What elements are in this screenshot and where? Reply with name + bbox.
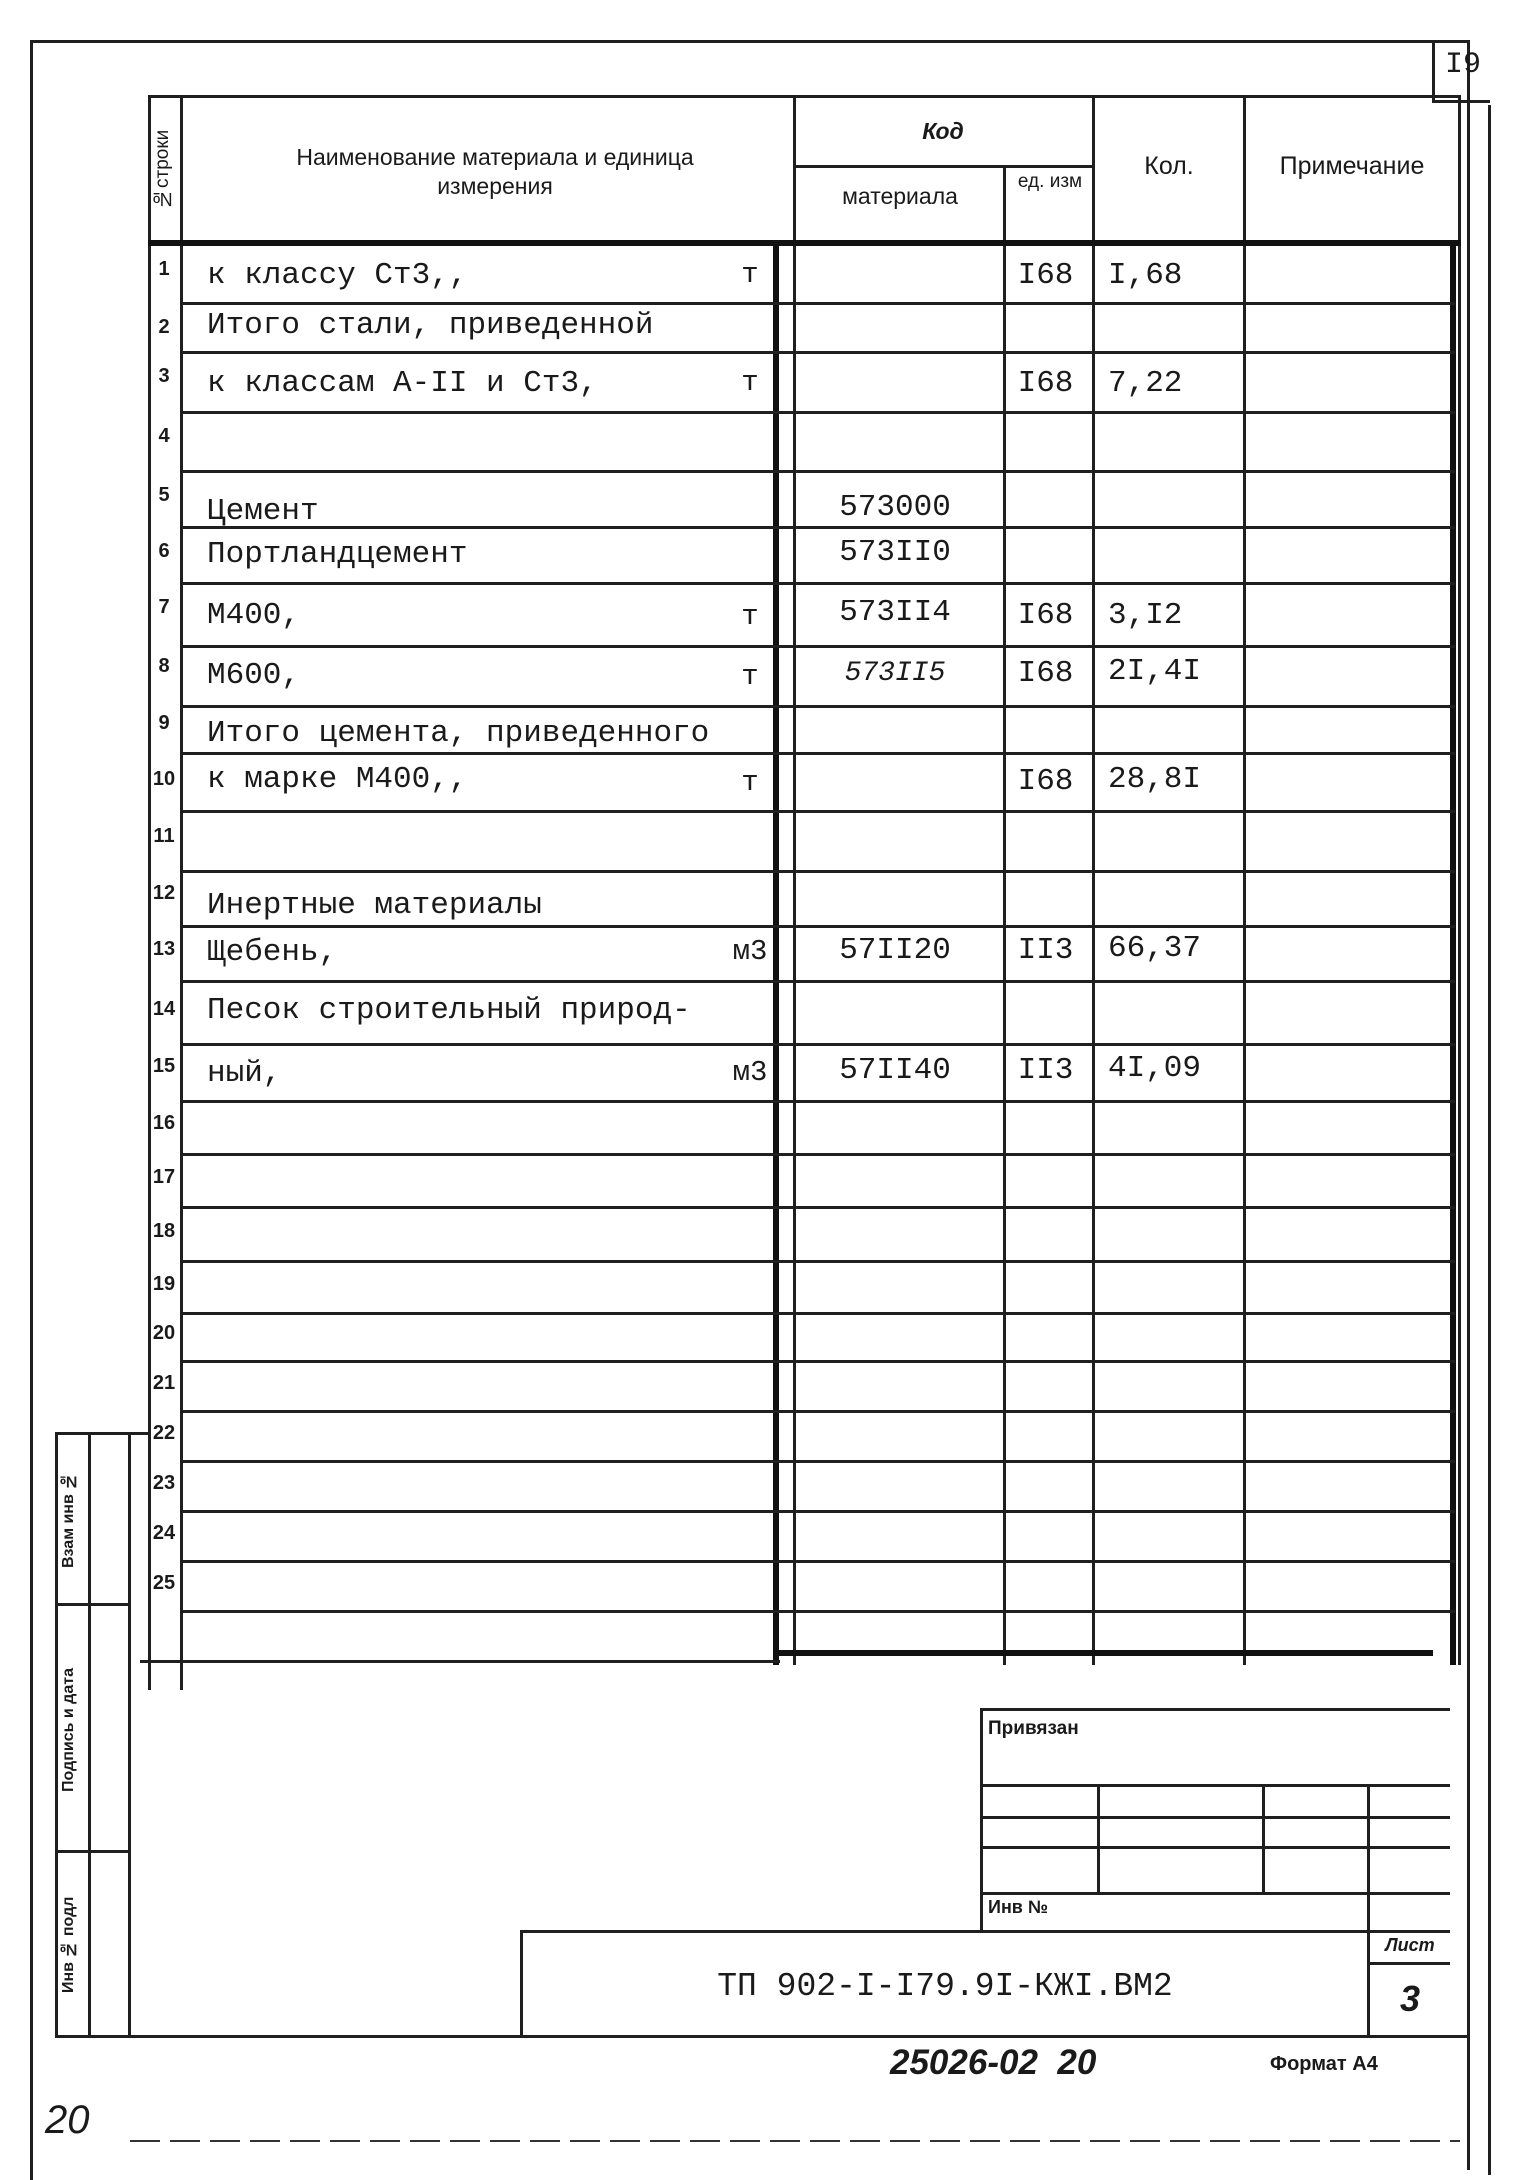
material-unit: м3 — [732, 935, 768, 968]
bottom-dashed-line — [130, 2140, 1460, 2142]
stamp-strip-inner — [128, 1432, 131, 2037]
stamp-vzam-inv: Взам инв № — [60, 1472, 77, 1568]
table-line-rownum — [180, 95, 183, 1690]
row-number: 16 — [152, 1112, 176, 1134]
title-grid-row — [980, 1816, 1450, 1819]
quantity: 28,8I — [1108, 762, 1202, 797]
title-grid-col — [1262, 1784, 1265, 1894]
row-sep — [180, 351, 1455, 354]
quantity: I,68 — [1108, 258, 1183, 293]
header-unit-code: ед. изм — [1017, 171, 1083, 192]
data-border-right — [1450, 245, 1456, 1665]
unit-code: I68 — [1017, 258, 1074, 293]
row-sep — [180, 1206, 1455, 1209]
stamp-strip-right — [88, 1432, 91, 2037]
row-sep — [180, 925, 1455, 928]
row-sep — [180, 1100, 1455, 1103]
row-number: 17 — [152, 1166, 176, 1188]
material-code: 573II4 — [839, 595, 951, 630]
unit-code: I68 — [1017, 598, 1074, 633]
title-grid-row — [980, 1892, 1450, 1895]
row-number: 22 — [152, 1422, 176, 1444]
frame-top-border — [30, 40, 1470, 43]
row-number: 13 — [152, 938, 176, 960]
header-code-split — [793, 165, 1093, 168]
row-sep — [180, 1460, 1455, 1463]
row-sep — [180, 1560, 1455, 1563]
material-name: Щебень, — [207, 935, 338, 970]
table-line-qty — [1243, 95, 1246, 1665]
sheet-box-sep — [1367, 1962, 1450, 1965]
row-number: 9 — [158, 712, 170, 734]
material-name: к классу Ст3,, — [207, 258, 468, 293]
frame-right-inner — [1467, 40, 1470, 2170]
row-sep — [180, 411, 1455, 414]
quantity: 66,37 — [1108, 931, 1202, 966]
sheet-value: 3 — [1399, 1978, 1421, 2019]
header-qty: Кол. — [1144, 152, 1194, 180]
header-bottom-line — [148, 240, 1461, 246]
header-material-code: материала — [842, 183, 958, 209]
row-number: 6 — [158, 540, 170, 562]
row-number: 20 — [152, 1322, 176, 1344]
frame-left-border — [30, 40, 33, 2180]
material-code: 57II40 — [839, 1053, 951, 1088]
document-designation: ТП 902-I-I79.9I-КЖI.ВМ2 — [717, 1968, 1173, 2005]
table-line-unitcode — [1092, 95, 1095, 1665]
quantity: 7,22 — [1108, 366, 1183, 401]
row-sep — [180, 870, 1455, 873]
material-name: Итого цемента, приведенного — [207, 716, 710, 751]
data-bottom-line — [773, 1650, 1433, 1656]
material-unit: м3 — [732, 1056, 768, 1089]
row-number: 24 — [152, 1522, 176, 1544]
table-line-note — [1458, 95, 1461, 1665]
material-name: Цемент — [207, 494, 319, 529]
page-number-box-left — [1432, 40, 1435, 102]
inv-no-label: Инв № — [988, 1897, 1048, 1917]
row-sep — [180, 1610, 1455, 1613]
unit-code: I68 — [1017, 366, 1074, 401]
material-code: 57II20 — [839, 933, 951, 968]
row-sep — [180, 1510, 1455, 1513]
material-name: Песок строительный природ- — [207, 993, 691, 1028]
title-grid-row — [980, 1846, 1450, 1849]
unit-code: I68 — [1017, 764, 1074, 799]
header-row-number — [150, 100, 180, 238]
designation-box-top — [520, 1930, 1450, 1933]
row-number: 4 — [158, 425, 170, 447]
frame-right-border — [1488, 105, 1491, 2175]
row-number: 7 — [158, 596, 170, 618]
material-name: М400, — [207, 598, 301, 633]
table-line-name — [793, 95, 796, 1665]
row-number: 15 — [152, 1055, 176, 1077]
stamp-podpis-data: Подпись и дата — [60, 1668, 77, 1792]
row-number: 11 — [153, 825, 175, 847]
row-sep — [180, 1153, 1455, 1156]
row-number: 12 — [152, 882, 176, 904]
row-number: 3 — [158, 365, 170, 387]
stamp-strip-left — [55, 1432, 58, 2037]
material-code: 573II5 — [844, 658, 946, 689]
row-number: 19 — [152, 1273, 176, 1295]
quantity: 2I,4I — [1108, 654, 1202, 689]
unit-code: I68 — [1017, 656, 1074, 691]
material-name: к марке М400,, — [207, 762, 468, 797]
row-sep — [180, 1312, 1455, 1315]
row-number: 10 — [152, 768, 176, 790]
row-sep — [180, 582, 1455, 585]
bottom-left-note: 20 — [45, 2098, 90, 2142]
quantity: 4I,09 — [1108, 1051, 1202, 1086]
row-sep — [180, 1043, 1455, 1046]
row-number: 23 — [152, 1472, 176, 1494]
stamp-strip-top — [55, 1432, 148, 1435]
row-sep — [180, 1260, 1455, 1263]
unit-code: II3 — [1017, 933, 1074, 968]
header-row-number-label: №строки — [152, 129, 173, 209]
row-number: 8 — [158, 655, 170, 677]
row-number: 25 — [152, 1572, 176, 1594]
material-name: Портландцемент — [207, 537, 468, 572]
material-name: Итого стали, приведенной — [207, 308, 654, 343]
title-grid-col — [1097, 1784, 1100, 1894]
title-grid-col — [1367, 1784, 1370, 1934]
designation-box-left — [520, 1930, 523, 2037]
sheet-label: Лист — [1385, 1935, 1435, 1955]
row-sep — [180, 810, 1455, 813]
header-note: Примечание — [1279, 152, 1425, 180]
material-unit: т — [741, 258, 759, 291]
stamp-inv-podl: Инв № подл — [60, 1896, 77, 1994]
row-sep — [180, 1360, 1455, 1363]
row-sep — [180, 705, 1455, 708]
stamp-strip-bottom — [55, 2035, 1467, 2038]
inventory-code: 25026-02 20 — [890, 2043, 1097, 2082]
material-unit: т — [741, 766, 759, 799]
row-sep — [180, 980, 1455, 983]
material-code: 573000 — [839, 490, 951, 525]
quantity: 3,I2 — [1108, 598, 1183, 633]
material-unit: т — [741, 600, 759, 633]
row-number: 18 — [152, 1220, 176, 1242]
stamp-sep — [55, 1850, 130, 1853]
row-sep — [180, 645, 1455, 648]
page-number-box-bottom — [1432, 100, 1490, 103]
title-block-top — [980, 1708, 1450, 1711]
row-sep — [180, 1410, 1455, 1413]
header-code: Код — [922, 118, 964, 144]
title-block-left — [980, 1708, 983, 1933]
header-name: Наименование материала и единица измерения — [296, 144, 694, 199]
material-name: Инертные материалы — [207, 888, 542, 923]
material-code: 573II0 — [839, 535, 951, 570]
row-number: 14 — [152, 998, 176, 1020]
row-sep — [140, 1660, 780, 1663]
page-number: I9 — [1444, 48, 1481, 82]
format-label: Формат А4 — [1270, 2053, 1378, 2075]
unit-code: II3 — [1017, 1053, 1074, 1088]
material-unit: т — [741, 660, 759, 693]
material-name: М600, — [207, 658, 301, 693]
row-number: 5 — [158, 484, 170, 506]
row-sep — [180, 526, 1455, 529]
material-unit: т — [741, 366, 759, 399]
row-sep — [180, 752, 1455, 755]
stamp-sep — [55, 1603, 130, 1606]
material-name: ный, — [207, 1056, 282, 1091]
row-number: 1 — [158, 258, 170, 280]
row-sep — [180, 470, 1455, 473]
row-number: 21 — [152, 1372, 176, 1394]
title-grid-row — [980, 1784, 1450, 1787]
row-number: 2 — [158, 316, 170, 338]
privyazan-label: Привязан — [988, 1718, 1079, 1739]
row-sep — [180, 302, 1455, 305]
material-name: к классам А-II и Ст3, — [207, 366, 598, 401]
table-top-line — [148, 95, 1461, 98]
